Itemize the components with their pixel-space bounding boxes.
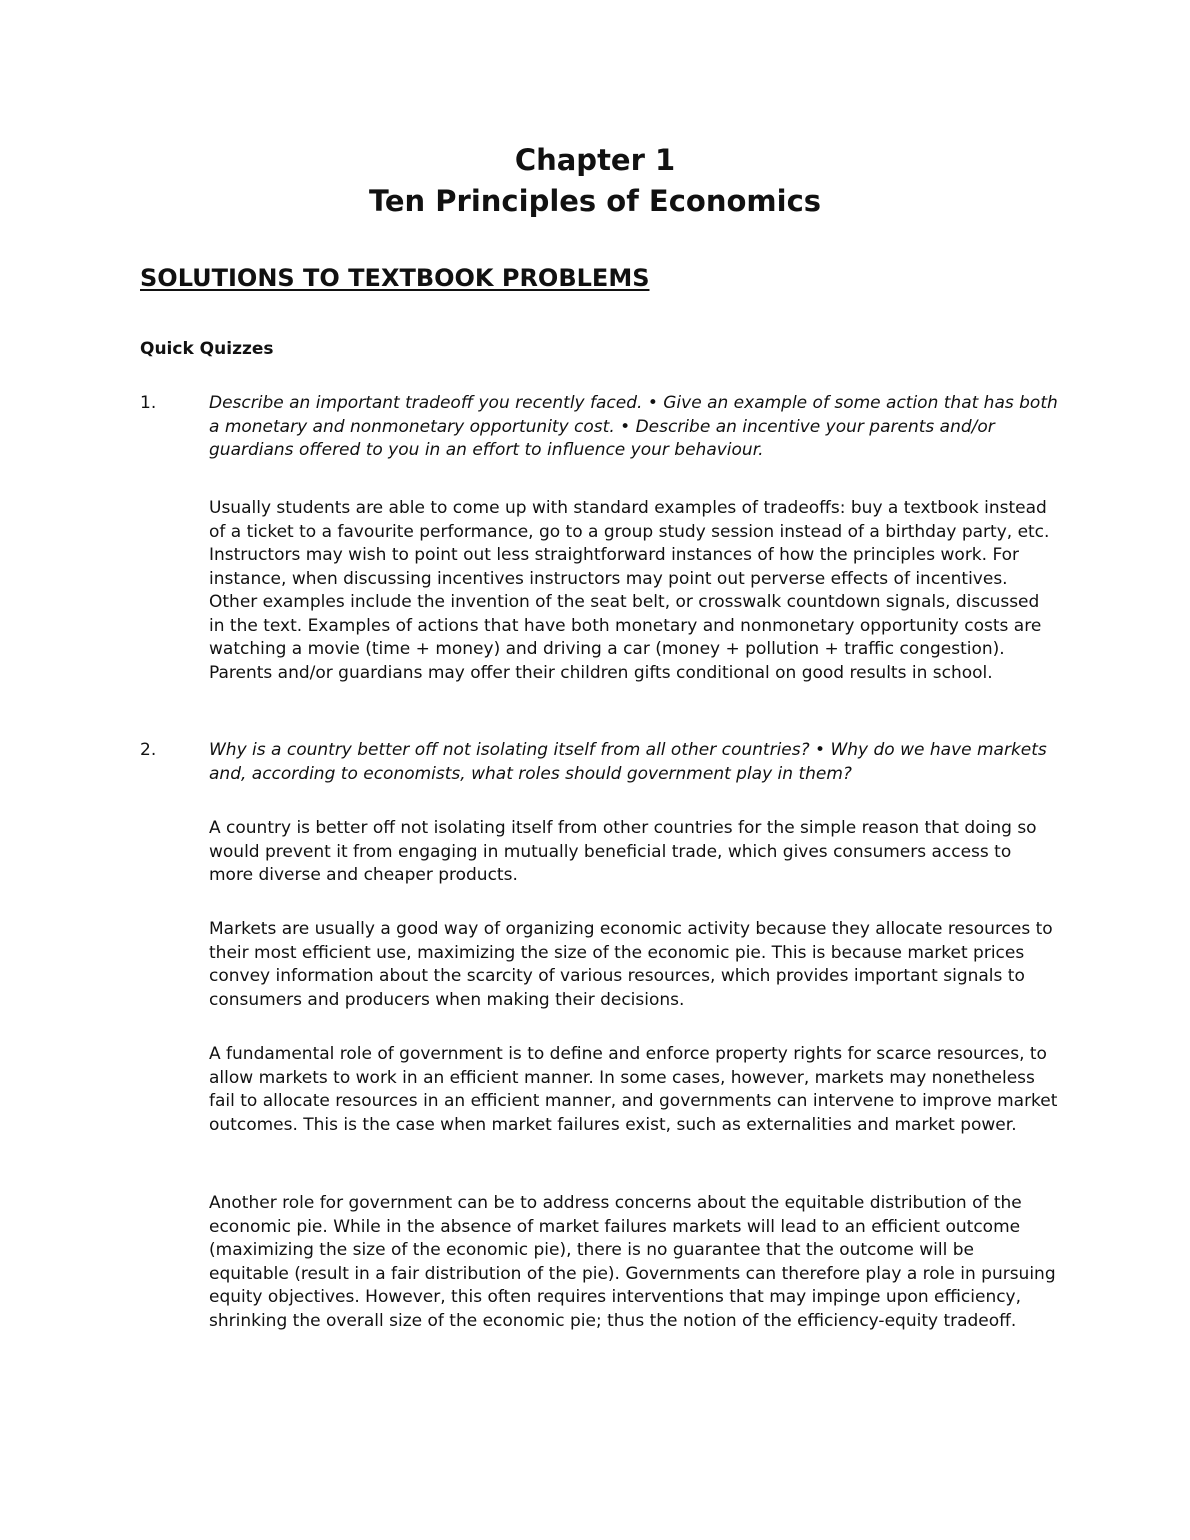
item-2-answer-3: A fundamental role of government is to define and enforce property rights for scarce resources, to allow markets to work in an efficient manner. In some cases, however, markets may nonetheless fail to allocate resources in an efficient manner, and governments can intervene to improve market outcomes. This is the case when market failures exist, such as externalities and market power.	[209, 1044, 1058, 1135]
item-2-answer-4: Another role for government can be to address concerns about the equitable distribution of the economic pie. While in the absence of market failures markets will lead to an efficient outcome (maximizing the size of the economic pie), there is no guarantee that the outcome will be equitable (result in a fair distribution of the pie). Governments can therefore play a role in pursuing equity objectives. However, this often requires interventions that may impinge upon efficiency, shrinking the overall size of the economic pie; thus the notion of the efficiency-equity tradeoff.	[209, 1193, 1056, 1331]
item-2-answer-2: Markets are usually a good way of organizing economic activity because they allocate resources to their most efficient use, maximizing the size of the economic pie. This is because market prices convey information about the scarcity of various resources, which provides important signals to consumers and producers when making their decisions.	[209, 919, 1053, 1010]
chapter-title: Ten Principles of Economics	[368, 184, 822, 218]
item-2-answer-1: A country is better off not isolating itself from other countries for the simple reason that doing so would prevent it from engaging in mutually beneficial trade, which gives consumers access to more diverse and cheaper products.	[209, 818, 1037, 885]
section-heading: SOLUTIONS TO TEXTBOOK PROBLEMS	[140, 264, 650, 292]
chapter-number: Chapter 1	[514, 143, 676, 177]
item-1-number: 1.	[140, 393, 157, 413]
item-1-question: Describe an important tradeoff you recently faced. • Give an example of some action that has both a monetary and nonmonetary opportunity cost. • Describe an incentive your parents and/or guardians offered to you in an effort to influence your behaviour.	[209, 393, 1058, 460]
item-2-number: 2.	[140, 740, 157, 760]
quick-quizzes-heading: Quick Quizzes	[140, 339, 274, 359]
item-2-question: Why is a country better off not isolating itself from all other countries? • Why do we have markets and, according to economists, what roles should government play in them?	[209, 740, 1047, 784]
item-1-answer: Usually students are able to come up with standard examples of tradeoffs: buy a textbook instead of a ticket to a favourite performance, go to a group study session instead of a birthday party, etc. Instructors may wish to point out less straightforward instances of how the principles work. For instance, when discussing incentives instructors may point out perverse effects of incentives. Other examples include the invention of the seat belt, or crosswalk countdown signals, discussed in the text. Examples of actions that have both monetary and nonmonetary opportunity costs are watching a movie (time + money) and driving a car (money + pollution + traffic congestion). Parents and/or guardians may offer their children gifts conditional on good results in school.	[209, 498, 1050, 683]
